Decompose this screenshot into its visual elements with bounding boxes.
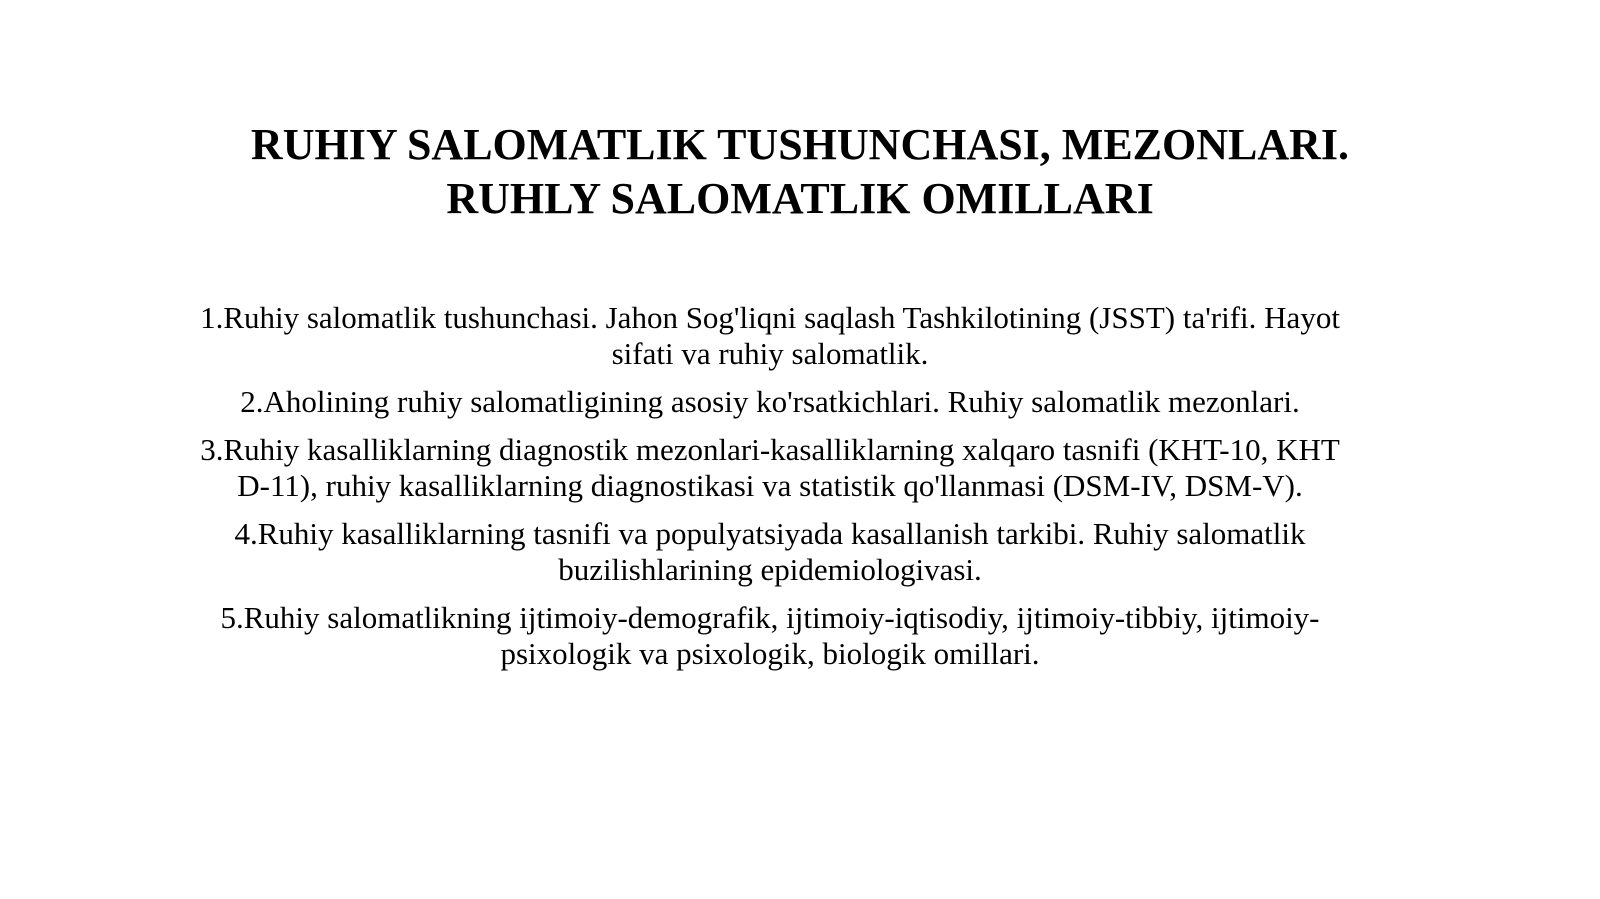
topic-list	[150, 300, 1390, 684]
topic-item-1-line-2: sifati va ruhiy salomatlik.	[611, 336, 929, 371]
topic-item-4	[150, 516, 1390, 588]
topic-item-4-line-1: 4.Ruhiy kasalliklarning tasnifi va populyatsiyada kasallanish tarkibi. Ruhiy salomatlik	[234, 516, 1306, 551]
topic-item-1	[150, 300, 1390, 372]
topic-item-4-line-2: buzilishlarining epidemiologivasi.	[558, 552, 982, 587]
topic-item-3-line-2: D-11), ruhiy kasalliklarning diagnostikasi va statistik qo'llanmasi (DSM-IV, DSM-V).	[237, 468, 1303, 503]
title-line-1: RUHIY SALOMATLIK TUSHUNCHASI, MEZONLARI.	[250, 120, 1350, 169]
topic-item-1-line-1: 1.Ruhiy salomatlik tushunchasi. Jahon Sog'liqni saqlash Tashkilotining (JSST) ta'rifi. Hayot	[200, 300, 1340, 335]
topic-item-3	[150, 432, 1390, 504]
topic-item-2-line-1: 2.Aholining ruhiy salomatligining asosiy ko'rsatkichlari. Ruhiy salomatlik mezonlari.	[240, 384, 1300, 419]
topic-item-3-line-1: 3.Ruhiy kasalliklarning diagnostik mezonlari-kasalliklarning xalqaro tasnifi (KHT-10, KHT	[200, 432, 1340, 467]
title-line-2: RUHLY SALOMATLIK OMILLARI	[446, 174, 1154, 223]
topic-item-5	[150, 600, 1390, 672]
slide-title	[180, 118, 1420, 226]
topic-item-2	[150, 384, 1390, 420]
topic-item-5-line-1: 5.Ruhiy salomatlikning ijtimoiy-demografik, ijtimoiy-iqtisodiy, ijtimoiy-tibbiy, ijtimoiy-	[220, 600, 1320, 635]
topic-item-5-line-2: psixologik va psixologik, biologik omillari.	[500, 636, 1040, 671]
